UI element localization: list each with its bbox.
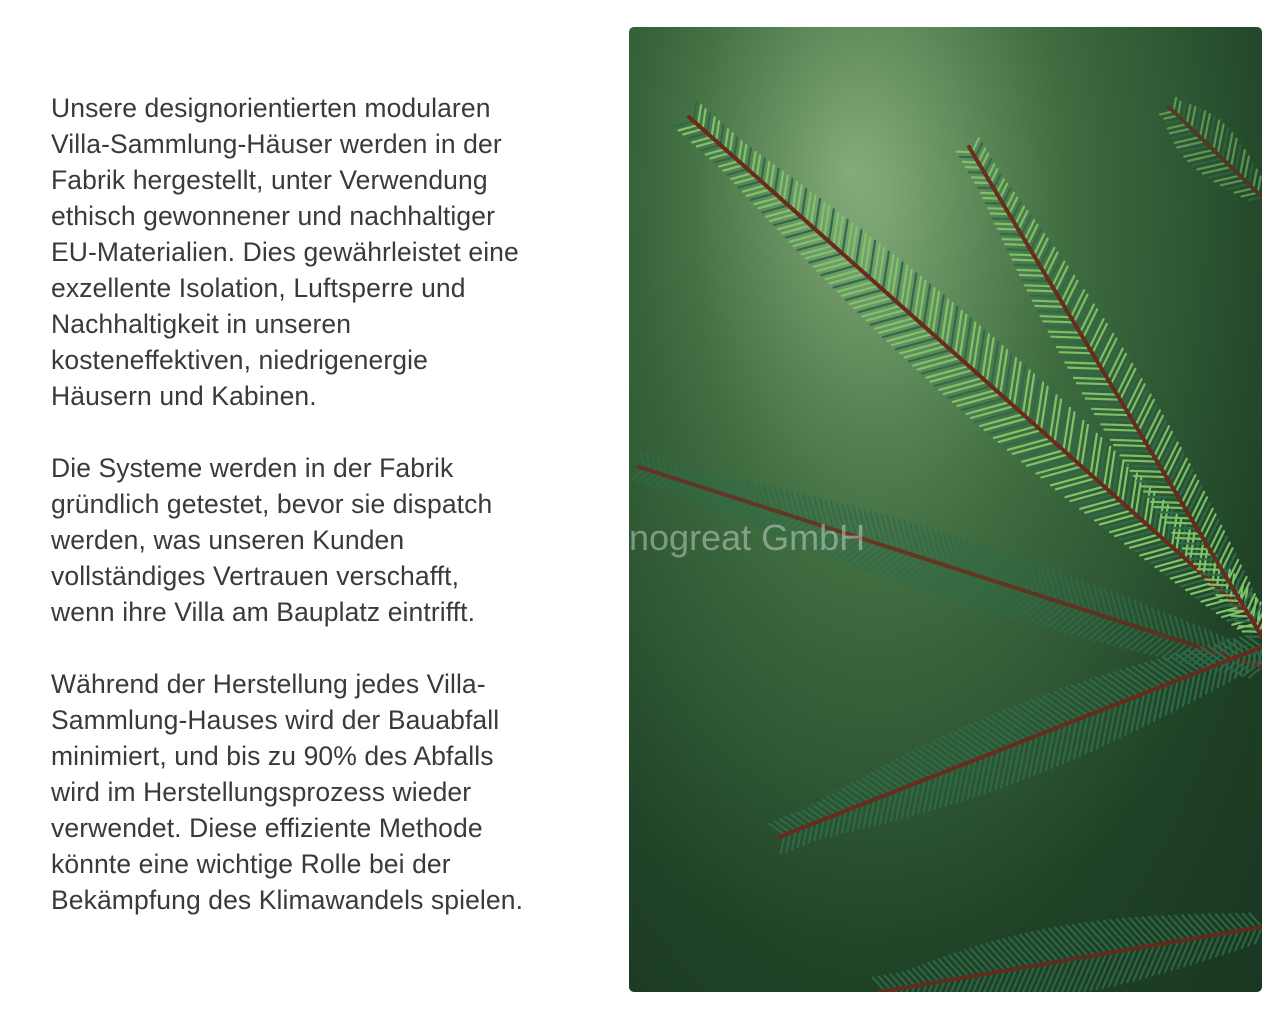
text-column — [51, 90, 611, 954]
watermark-text: nogreat GmbH — [629, 517, 866, 558]
paragraph-testing: Die Systeme werden in der Fabrik gründlich getestet, bevor sie dispatch werden, was unseren Kunden vollständiges Vertrauen verschafft, wenn ihre Villa am Bauplatz eintrifft. — [51, 453, 493, 627]
paragraph-waste: Während der Herstellung jedes Villa- Sammlung-Hauses wird der Bauabfall minimiert, und bis zu 90% des Abfalls wird im Herstellungsprozess wieder verwendet. Diese effiziente Methode könnte eine wichtige Rolle bei der Bekämpfung des Klimawandels spielen. — [51, 669, 524, 915]
fir-branch-image — [629, 27, 1262, 992]
fir-branch-illustration — [629, 27, 1262, 992]
paragraph-intro: Unsere designorientierten modularen Villa-Sammlung-Häuser werden in der Fabrik hergestellt, unter Verwendung ethisch gewonnener und nachhaltiger EU-Materialien. Dies gewährleistet eine exzellente Isolation, Luftsperre und Nachhaltigkeit in unseren kosteneffektiven, niedrigenergie Häusern und Kabinen. — [51, 93, 519, 411]
